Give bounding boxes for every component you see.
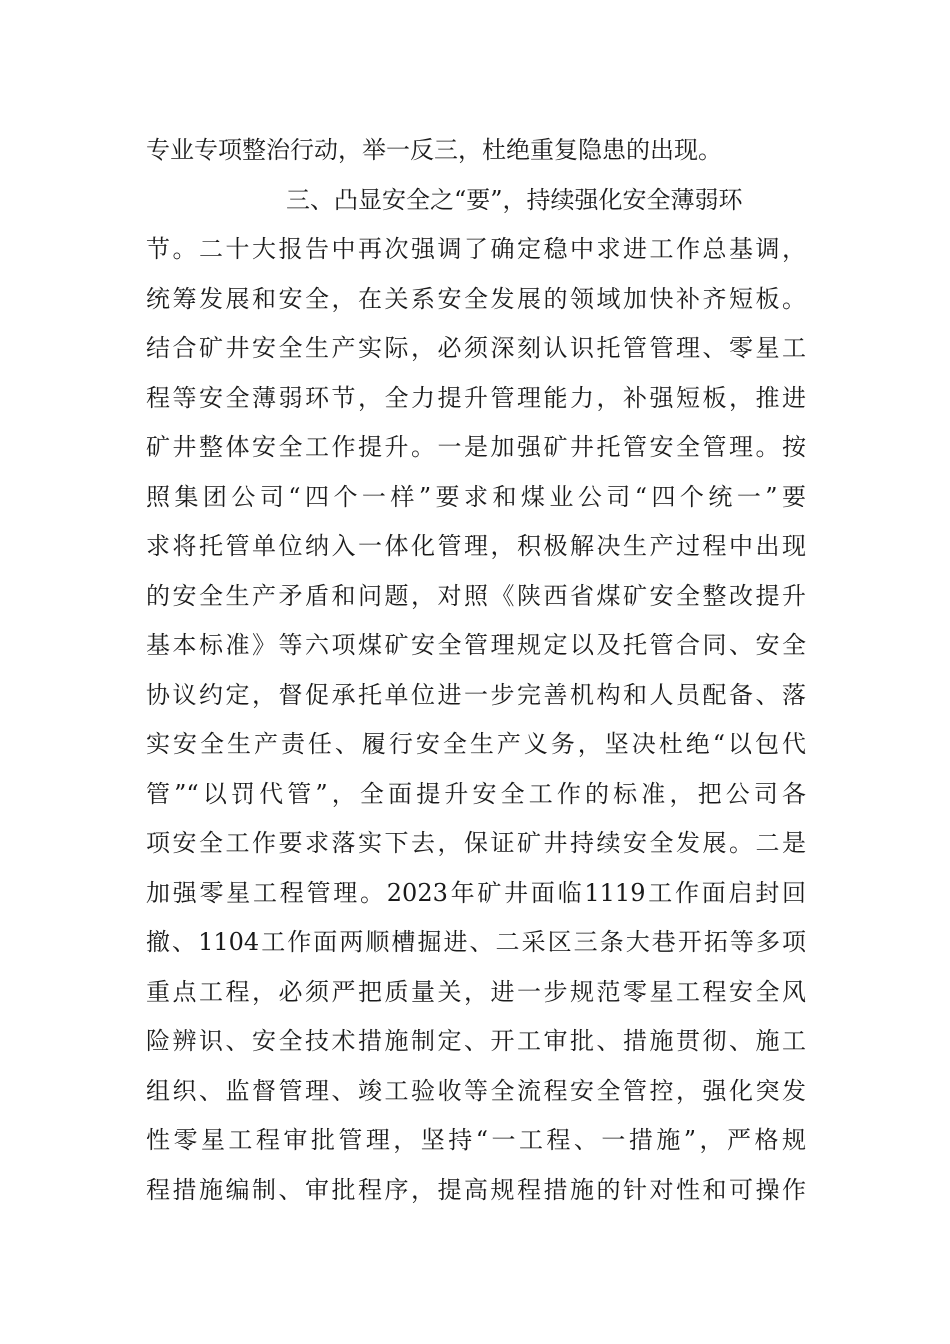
text-line: 重点工程，必须严把质量关，进一步规范零星工程安全风 <box>146 977 806 1006</box>
text-line: 统筹发展和安全，在关系安全发展的领域加快补齐短板。 <box>146 284 806 313</box>
text-line: 程等安全薄弱环节，全力提升管理能力，补强短板，推进 <box>146 383 806 412</box>
text-line: 险辨识、安全技术措施制定、开工审批、措施贯彻、施工 <box>146 1027 806 1055</box>
text-line: 结合矿井安全生产实际，必须深刻认识托管管理、零星工 <box>146 334 806 362</box>
text-line: 矿井整体安全工作提升。一是加强矿井托管安全管理。按 <box>146 433 806 461</box>
section-heading-line: 三、凸显安全之“要”，持续强化安全薄弱环 <box>286 185 743 214</box>
text-line: 加强零星工程管理。2023年矿井面临1119工作面启封回 <box>146 878 806 907</box>
text-line: 照集团公司“四个一样”要求和煤业公司“四个统一”要 <box>146 482 806 511</box>
body-text <box>146 126 806 1215</box>
text-line: 性零星工程审批管理，坚持“一工程、一措施”，严格规 <box>146 1126 806 1154</box>
text-line: 专业专项整治行动，举一反三，杜绝重复隐患的出现。 <box>146 136 722 164</box>
text-line: 基本标准》等六项煤矿安全管理规定以及托管合同、安全 <box>146 631 806 659</box>
text-line: 的安全生产矛盾和问题，对照《陕西省煤矿安全整改提升 <box>146 581 806 610</box>
text-line: 求将托管单位纳入一体化管理，积极解决生产过程中出现 <box>146 532 806 560</box>
text-line: 项安全工作要求落实下去，保证矿井持续安全发展。二是 <box>146 829 806 857</box>
text-line: 实安全生产责任、履行安全生产义务，坚决杜绝“以包代 <box>146 730 806 758</box>
text-line: 组织、监督管理、竣工验收等全流程安全管控，强化突发 <box>146 1076 806 1105</box>
text-line: 协议约定，督促承托单位进一步完善机构和人员配备、落 <box>146 680 806 709</box>
text-line: 撤、1104工作面两顺槽掘进、二采区三条大巷开拓等多项 <box>146 928 806 956</box>
text-line: 节。二十大报告中再次强调了确定稳中求进工作总基调， <box>146 235 806 263</box>
text-line: 管”“以罚代管”，全面提升安全工作的标准，把公司各 <box>146 779 806 808</box>
text-line: 程措施编制、审批程序，提高规程措施的针对性和可操作 <box>146 1175 806 1204</box>
